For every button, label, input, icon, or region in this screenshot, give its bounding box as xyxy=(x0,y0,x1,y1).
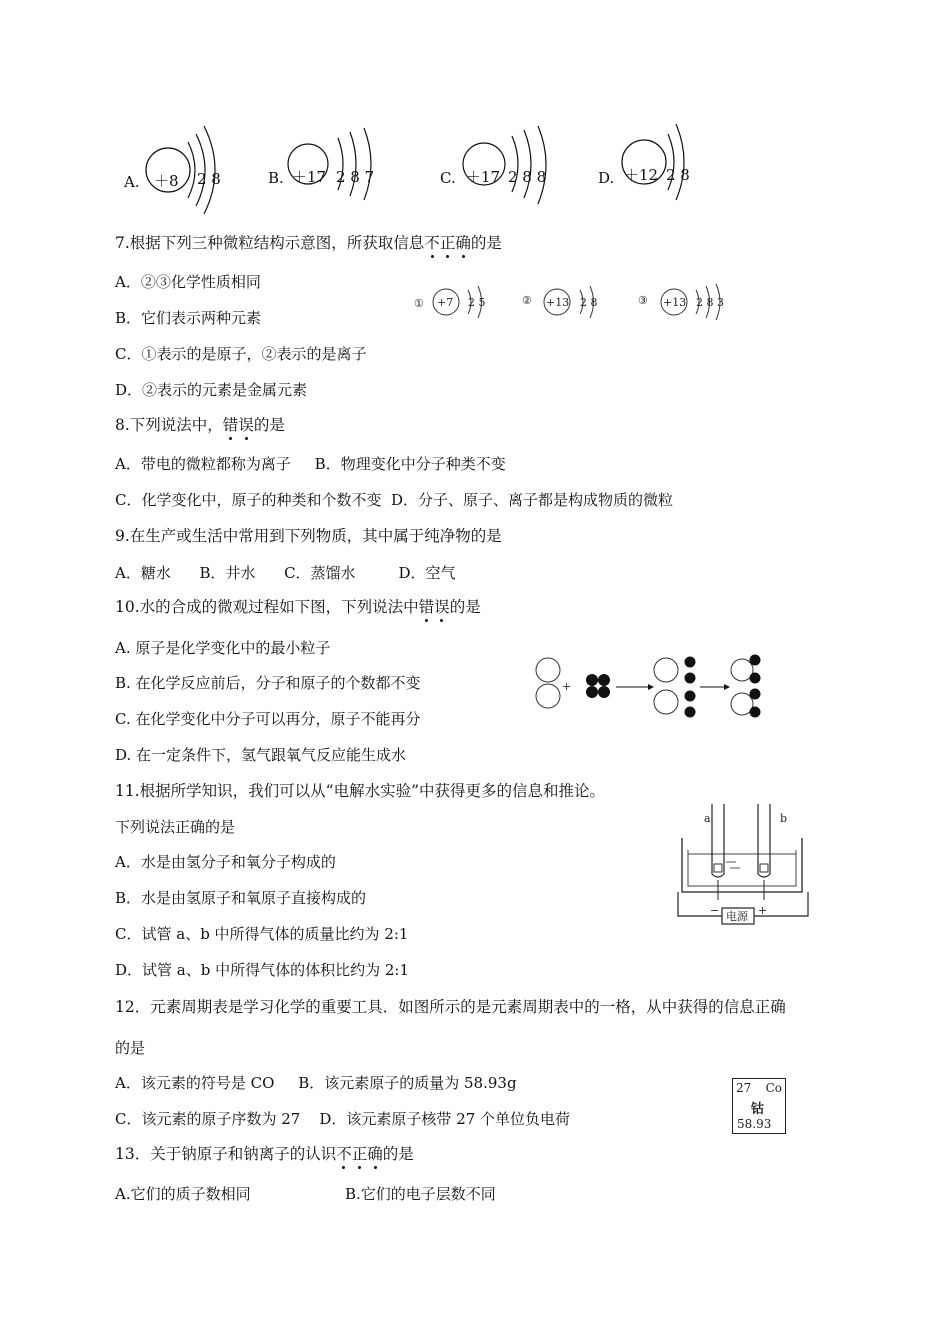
option-c-letter: C. xyxy=(440,169,456,187)
q10-option-c: C. 在化学变化中分子可以再分，原子不能再分 xyxy=(115,710,421,728)
option-c-nucleus: ＋17 xyxy=(466,168,501,186)
q11-label-a: a xyxy=(704,812,711,825)
q11-label-b: b xyxy=(780,812,788,825)
option-b-diagram xyxy=(286,120,396,210)
q12-options-line-2: C．该元素的原子序数为 27 D．该元素原子核带 27 个单位负电荷 xyxy=(115,1110,571,1128)
q10-option-d: D. 在一定条件下，氢气跟氧气反应能生成水 xyxy=(115,746,407,764)
q12-cell-mass: 58.93 xyxy=(737,1117,772,1131)
q9-stem: 9.在生产或生活中常用到下列物质，其中属于纯净物的是 xyxy=(115,527,502,545)
option-b-shells: 2 8 7 xyxy=(336,168,375,186)
q11-option-b: B．水是由氢原子和氧原子直接构成的 xyxy=(115,889,367,907)
q10-option-a: A. 原子是化学变化中的最小粒子 xyxy=(115,639,331,657)
q13-option-b: B.它们的电子层数不同 xyxy=(345,1185,496,1203)
option-c-shells: 2 8 8 xyxy=(508,168,547,186)
option-a-diagram xyxy=(140,120,240,220)
option-d-shells: 2 8 xyxy=(666,166,690,184)
q11-plus: + xyxy=(758,904,768,917)
option-b-nucleus: ＋17 xyxy=(292,168,327,186)
q10-plus: + xyxy=(562,680,572,693)
q12-stem: 12．元素周期表是学习化学的重要工具．如图所示的是元素周期表中的一格，从中获得的信息正确 xyxy=(115,998,786,1016)
q12-stem-2: 的是 xyxy=(115,1039,146,1057)
q7-particle-diagrams xyxy=(412,280,742,326)
q12-cell-name: 钴 xyxy=(751,1102,765,1117)
q7-option-a: A．②③化学性质相同 xyxy=(115,273,261,291)
option-a-nucleus: ＋8 xyxy=(154,172,179,190)
q11-minus: − xyxy=(710,904,720,917)
q8-stem: 8.下列说法中，错误的是 xyxy=(115,416,285,434)
q7-particle-1-index: ① xyxy=(414,297,424,310)
q7-particle-2-shells: 2 8 xyxy=(580,296,598,309)
q11-stem: 11.根据所学知识，我们可以从“电解水实验”中获得更多的信息和推论。 xyxy=(115,782,606,800)
option-d-diagram xyxy=(618,118,718,208)
q8-options-line-1: A．带电的微粒都称为离子 B．物理变化中分子种类不变 xyxy=(115,455,506,473)
q7-particle-3-nucleus: +13 xyxy=(663,296,687,309)
option-d-letter: D. xyxy=(598,169,615,187)
q7-particle-3-index: ③ xyxy=(638,294,648,307)
q8-options-line-2: C．化学变化中，原子的种类和个数不变 D．分子、原子、离子都是构成物质的微粒 xyxy=(115,491,674,509)
q11-option-c: C．试管 a、b 中所得气体的质量比约为 2:1 xyxy=(115,925,409,943)
q13-stem: 13．关于钠原子和钠离子的认识不正确的是 xyxy=(115,1145,414,1163)
q7-stem: 7.根据下列三种微粒结构示意图，所获取信息不正确的是 xyxy=(115,234,502,252)
option-a-letter: A. xyxy=(124,173,140,191)
q12-cell-number: 27 xyxy=(736,1081,752,1095)
q7-option-d: D．②表示的元素是金属元素 xyxy=(115,381,308,399)
q7-option-c: C．①表示的是原子，②表示的是离子 xyxy=(115,345,367,363)
q11-stem-2: 下列说法正确的是 xyxy=(115,818,236,836)
q12-periodic-cell xyxy=(732,1078,786,1134)
q7-particle-1-nucleus: +7 xyxy=(437,296,454,309)
q10-option-b: B. 在化学反应前后，分子和原子的个数都不变 xyxy=(115,674,421,692)
q13-option-a: A.它们的质子数相同 xyxy=(115,1185,251,1203)
q10-stem: 10.水的合成的微观过程如下图，下列说法中错误的是 xyxy=(115,598,481,616)
q12-options-line-1: A．该元素的符号是 CO B．该元素原子的质量为 58.93g xyxy=(115,1074,517,1092)
q11-option-a: A．水是由氢分子和氧分子构成的 xyxy=(115,853,336,871)
q7-option-b: B．它们表示两种元素 xyxy=(115,309,262,327)
q11-option-d: D．试管 a、b 中所得气体的体积比约为 2:1 xyxy=(115,961,410,979)
q9-options: A．糖水 B．井水 C．蒸馏水 D．空气 xyxy=(115,564,456,582)
option-b-letter: B. xyxy=(268,169,284,187)
q12-cell-symbol: Co xyxy=(765,1081,782,1095)
option-d-nucleus: ＋12 xyxy=(624,166,659,184)
q7-particle-2-nucleus: +13 xyxy=(546,296,570,309)
q11-electrolysis-diagram xyxy=(670,792,815,932)
q7-particle-3-shells: 2 8 3 xyxy=(696,296,724,309)
option-a-shells: 2 8 xyxy=(197,170,221,188)
q7-particle-1-shells: 2 5 xyxy=(468,296,486,309)
option-c-diagram xyxy=(460,118,570,213)
q11-power-label: 电源 xyxy=(726,910,748,923)
q10-reaction-diagram xyxy=(530,650,770,725)
q7-particle-2-index: ② xyxy=(522,294,532,307)
